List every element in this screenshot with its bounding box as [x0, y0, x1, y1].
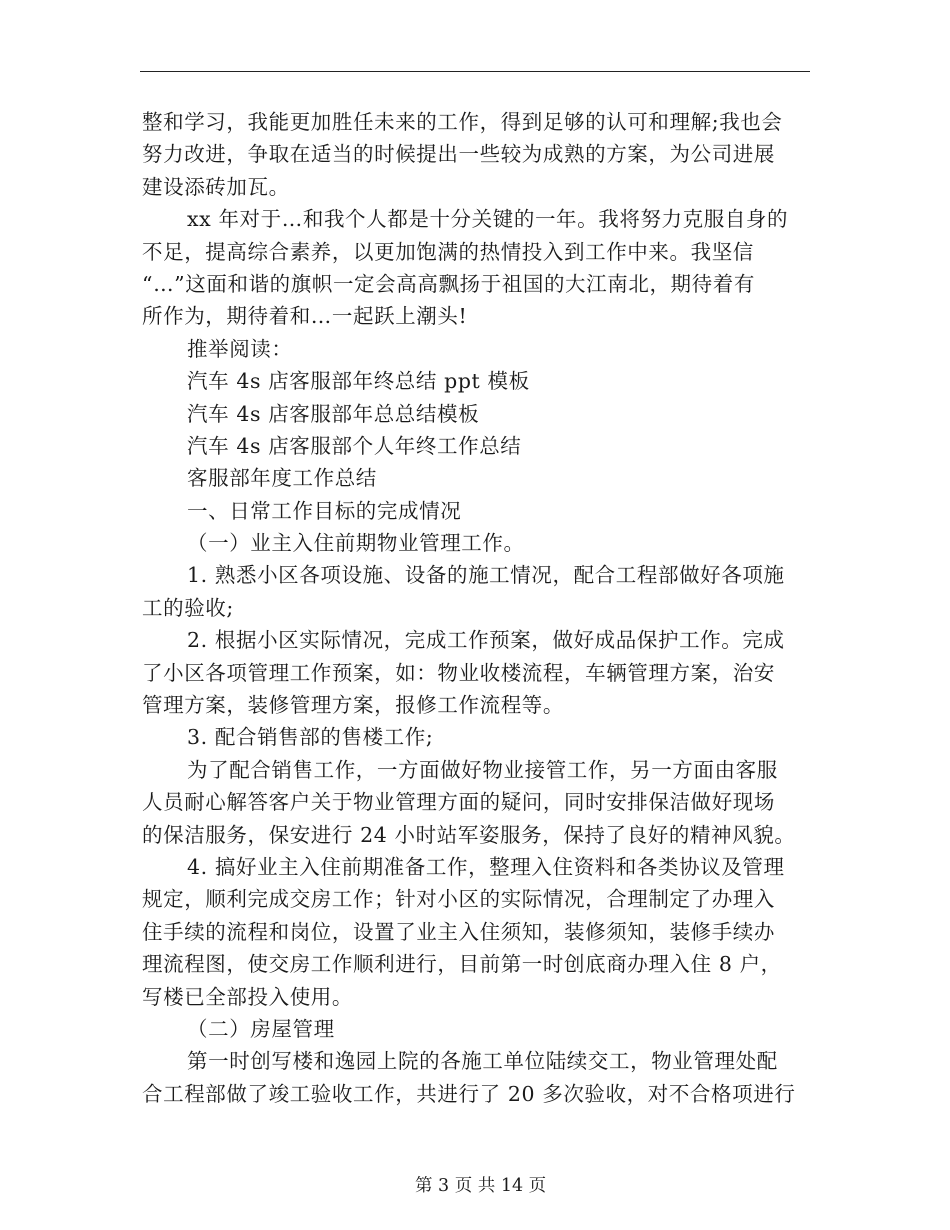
text-line: 规定，顺利完成交房工作；针对小区的实际情况，合理制定了办理入 [142, 887, 775, 912]
text-line: 第一时创写楼和逸园上院的各施工单位陆续交工，物业管理处配 [187, 1049, 778, 1074]
text-line: 理流程图，使交房工作顺利进行，目前第一时创底商办理入住 8 户， [142, 952, 782, 977]
document-body [142, 106, 808, 1110]
text-line: 了小区各项管理工作预案，如：物业收楼流程，车辆管理方案，治安 [142, 660, 775, 685]
page-footer [0, 1152, 950, 1197]
text-line: xx 年对于…和我个人都是十分关键的一年。我将努力克服自身的 [187, 207, 789, 232]
text-line: 4. 搞好业主入住前期准备工作，整理入住资料和各类协议及管理 [187, 854, 785, 879]
text-line: 整和学习，我能更加胜任未来的工作，得到足够的认可和理解;我也会 [142, 110, 783, 134]
text-line: 一、日常工作目标的完成情况 [187, 498, 462, 523]
text-line: 的保洁服务，保安进行 24 小时站军姿服务，保持了良好的精神风貌。 [142, 822, 796, 847]
text-line: 2. 根据小区实际情况，完成工作预案，做好成品保护工作。完成 [187, 628, 785, 653]
text-line: 所作为，期待着和…一起跃上潮头! [142, 304, 468, 329]
text-line: 建设添砖加瓦。 [142, 174, 290, 199]
text-line: （二）房屋管理 [187, 1016, 335, 1041]
text-line: 推举阅读： [187, 336, 293, 361]
text-line: 工的验收; [142, 595, 234, 620]
text-line: 不足，提高综合素养，以更加饱满的热情投入到工作中来。我坚信 [142, 239, 754, 264]
text-line: 客服部年度工作总结 [187, 466, 377, 491]
page-number-label: 第 3 页 共 14 页 [414, 1176, 547, 1196]
text-line: 人员耐心解答客户关于物业管理方面的疑问，同时安排保洁做好现场 [142, 790, 775, 815]
text-line: 1. 熟悉小区各项设施、设备的施工情况，配合工程部做好各项施 [187, 563, 785, 588]
text-line: 汽车 4s 店客服部年总总结模板 [187, 401, 480, 426]
text-line: 合工程部做了竣工验收工作，共进行了 20 多次验收，对不合格项进行 [142, 1081, 796, 1106]
text-line: “…”这面和谐的旗帜一定会高高飘扬于祖国的大江南北，期待着有 [142, 271, 755, 296]
text-line: （一）业主入住前期物业管理工作。 [187, 531, 525, 556]
text-line: 为了配合销售工作，一方面做好物业接管工作，另一方面由客服 [187, 757, 778, 782]
text-line: 汽车 4s 店客服部个人年终工作总结 [187, 433, 522, 458]
text-line: 汽车 4s 店客服部年终总结 ppt 模板 [187, 369, 530, 394]
text-line: 努力改进，争取在适当的时候提出一些较为成熟的方案，为公司进展 [142, 142, 775, 167]
text-line: 住手续的流程和岗位，设置了业主入住须知，装修须知，装修手续办 [142, 919, 775, 944]
text-line: 3. 配合销售部的售楼工作; [187, 725, 434, 750]
text-line: 写楼已全部投入使用。 [142, 984, 353, 1009]
text-line: 管理方案，装修管理方案，报修工作流程等。 [142, 693, 564, 718]
header-rule [140, 71, 810, 72]
